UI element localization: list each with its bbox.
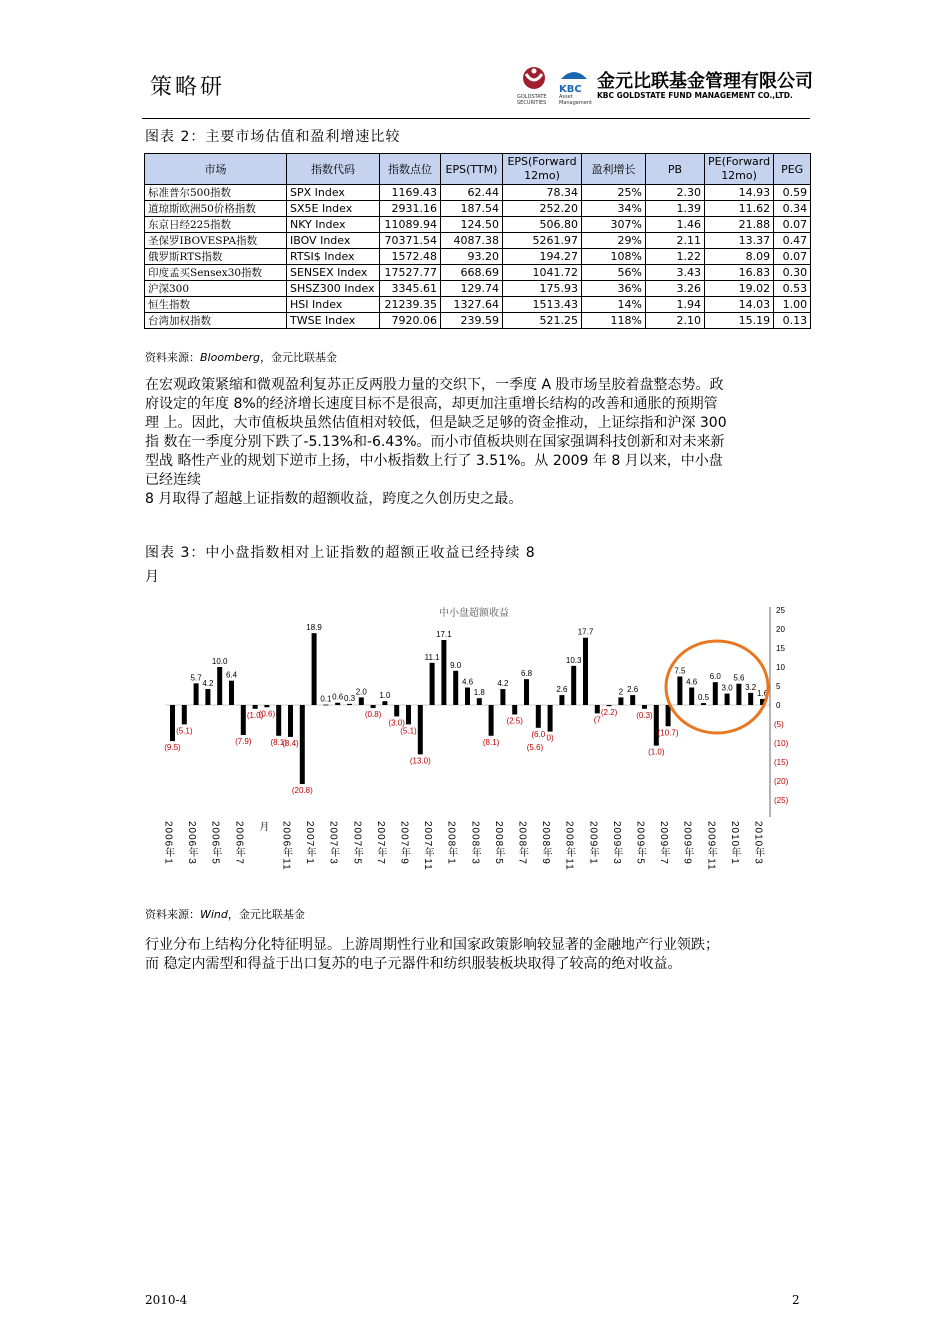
bar	[335, 703, 340, 705]
bar-label: (7	[593, 715, 601, 725]
chart-source	[145, 906, 305, 922]
y-tick-label: 15	[776, 644, 785, 653]
table-cell: 沪深300	[145, 281, 287, 297]
bar	[288, 705, 293, 737]
table-cell: 239.59	[441, 313, 503, 329]
table-cell: 62.44	[441, 185, 503, 201]
bar-label: 11.1	[424, 652, 440, 662]
table-cell: 2.10	[646, 313, 705, 329]
y-tick-label: (20)	[774, 777, 789, 786]
paragraph-line: 型战 略性产业的规划下逆市上扬，中小板指数上行了 3.51%。从 2009 年 8 月以来，中小盘	[145, 453, 723, 469]
table-cell: 29%	[582, 233, 646, 249]
table-cell: SX5E Index	[287, 201, 380, 217]
col-header: PE(Forward 12mo)	[705, 154, 774, 185]
bar	[182, 705, 187, 724]
table-cell: 7920.06	[380, 313, 441, 329]
table-cell: 521.25	[503, 313, 582, 329]
bar	[241, 705, 246, 735]
bar-label: 1.0	[379, 691, 391, 701]
bar-label: (6.0	[531, 729, 546, 739]
paragraph-line: 已经连续	[145, 472, 201, 488]
x-tick-label: 2007年1	[304, 821, 316, 865]
table-cell: 194.27	[503, 249, 582, 265]
bar-label: 17.1	[436, 630, 452, 640]
bar-label: (13.0)	[409, 756, 431, 766]
bar	[548, 705, 553, 732]
bar	[618, 697, 623, 705]
x-tick-label: 2009年11	[705, 821, 717, 871]
col-header: EPS(Forward 12mo)	[503, 154, 582, 185]
bar	[323, 705, 328, 706]
bar-label: (7.9)	[235, 737, 252, 747]
bar-label: 3.0	[721, 683, 733, 693]
bar-label: 2.6	[556, 685, 568, 695]
table-cell: 34%	[582, 201, 646, 217]
x-tick-label: 2007年7	[374, 821, 386, 865]
bar-label: (8.1)	[270, 737, 287, 747]
chart-caption: 图表 3：中小盘指数相对上证指数的超额正收益已经持续 8	[145, 545, 536, 561]
chart-caption-continued: 月	[145, 569, 160, 585]
paragraph-line: 指 数在一季度分别下跌了-5.13%和-6.43%。而小市值板块则在国家强调科技创新和对未来新	[145, 434, 725, 450]
footer-page-number: 2	[792, 1293, 800, 1307]
table-cell: 14%	[582, 297, 646, 313]
table-cell: 2931.16	[380, 201, 441, 217]
bar	[654, 705, 659, 746]
company-name-en: KBC GOLDSTATE FUND MANAGEMENT CO.,LTD.	[597, 91, 793, 100]
bar-label: (1.0)	[246, 710, 264, 720]
source-name: Bloomberg	[200, 351, 261, 364]
bar-label: 6.8	[520, 669, 533, 679]
x-tick-label: 2010年1	[728, 821, 740, 865]
x-tick-label: 2009年1	[587, 821, 599, 865]
bar	[382, 701, 387, 705]
table-row	[145, 217, 811, 233]
table-cell: 93.20	[441, 249, 503, 265]
x-tick-label: 2006年7	[233, 821, 245, 865]
body-paragraph-2	[145, 936, 825, 974]
table-cell: SENSEX Index	[287, 265, 380, 281]
table-cell: 0.13	[774, 313, 811, 329]
bar	[748, 693, 753, 705]
col-header: 指数点位	[380, 154, 441, 185]
x-tick-label: 2009年3	[610, 821, 622, 865]
table-cell: 8.09	[705, 249, 774, 265]
y-tick-label: 10	[776, 663, 785, 672]
bar	[571, 666, 576, 705]
table-row	[145, 313, 811, 329]
y-tick-label: 5	[776, 682, 781, 691]
bar	[441, 640, 446, 705]
valuation-table	[144, 153, 811, 329]
table-cell: RTSI$ Index	[287, 249, 380, 265]
paragraph-line: 8 月取得了超越上证指数的超额收益，跨度之久创历史之最。	[145, 491, 523, 507]
bar-label: 3.2	[745, 682, 757, 692]
bar	[300, 705, 305, 784]
table-row	[145, 265, 811, 281]
table-cell: 13.37	[705, 233, 774, 249]
table-row	[145, 201, 811, 217]
table-cell: NKY Index	[287, 217, 380, 233]
y-tick-label: (25)	[774, 796, 789, 805]
source-suffix: ，金元比联基金	[227, 908, 305, 921]
footer-date: 2010-4	[145, 1293, 188, 1307]
table-cell: 0.07	[774, 217, 811, 233]
bar	[276, 705, 281, 736]
bar	[253, 705, 258, 709]
table-cell: 1041.72	[503, 265, 582, 281]
bar-label: 7.5	[674, 666, 686, 676]
paragraph-line: 在宏观政策紧缩和微观盈利复苏正反两股力量的交织下，一季度 A 股市场呈胶着盘整态势。政	[145, 377, 724, 393]
bar	[194, 683, 199, 705]
bar-label: 10.0	[211, 657, 228, 666]
x-tick-label: 2008年11	[563, 821, 575, 871]
bar	[264, 705, 269, 707]
bar-label: (10.7)	[657, 728, 679, 738]
table-cell: 恒生指数	[145, 297, 287, 313]
bar-label: 4.6	[461, 677, 474, 687]
bar	[489, 705, 494, 736]
table-cell: 14.93	[705, 185, 774, 201]
bar-label: 2.0	[355, 687, 367, 697]
company-name-cn: 金元比联基金管理有限公司	[597, 71, 813, 92]
table-cell: 2.30	[646, 185, 705, 201]
x-tick-label: 2009年5	[634, 821, 646, 865]
bar	[559, 695, 564, 705]
x-tick-label: 2006年5	[209, 821, 221, 865]
bar-label: (3.0)	[388, 718, 405, 728]
bar-label: 5.7	[190, 673, 202, 683]
table-cell: 0.47	[774, 233, 811, 249]
bar-label: 4.2	[497, 679, 509, 689]
table-cell: 36%	[582, 281, 646, 297]
bar	[524, 679, 529, 705]
table-cell: 1.46	[646, 217, 705, 233]
bar-label: 4.6	[686, 677, 698, 687]
bar	[312, 633, 317, 705]
bar-label: 0.1	[320, 694, 332, 704]
bar-label: 18.9	[306, 623, 322, 633]
bar	[371, 705, 376, 708]
table-cell: 台湾加权指数	[145, 313, 287, 329]
x-tick-label: 2007年11	[422, 821, 434, 871]
bar-label: (20.8)	[291, 786, 313, 796]
bar-label: 0.6	[332, 692, 344, 702]
bar	[677, 677, 682, 706]
table-row	[145, 249, 811, 265]
table-cell: 108%	[582, 249, 646, 265]
bar-label: (2.2)	[600, 708, 618, 718]
table-cell: 118%	[582, 313, 646, 329]
source-prefix: 资料来源：	[145, 351, 200, 364]
y-tick-label: 20	[776, 625, 785, 634]
bar	[359, 697, 364, 705]
bar	[607, 705, 612, 706]
table-cell: 506.80	[503, 217, 582, 233]
paragraph-line: 理 上。因此，大市值板块虽然估值相对较低，但是缺乏足够的资金推动，上证综指和沪深 300	[145, 415, 727, 431]
table-cell: 2.11	[646, 233, 705, 249]
table-cell: 16.83	[705, 265, 774, 281]
table-cell: SPX Index	[287, 185, 380, 201]
table-cell: 307%	[582, 217, 646, 233]
x-tick-label: 2008年3	[469, 821, 481, 865]
table-cell: 0.53	[774, 281, 811, 297]
bar-label: (0.3)	[636, 710, 653, 720]
source-suffix: ，金元比联基金	[260, 351, 338, 364]
chart-title: 中小盘超额收益	[439, 608, 509, 619]
source-prefix: 资料来源：	[145, 908, 200, 921]
col-header: 盈利增长	[582, 154, 646, 185]
x-tick-label: 2006年11	[280, 821, 292, 871]
table-cell: 1.39	[646, 201, 705, 217]
table-cell: 78.34	[503, 185, 582, 201]
bar-label: 6.0	[709, 672, 721, 682]
goldstate-logo-text: GOLDSTATE SECURITIES	[517, 94, 547, 106]
table-cell: 11089.94	[380, 217, 441, 233]
bar	[170, 705, 175, 741]
x-tick-label: 2006年1	[162, 821, 174, 865]
bar	[583, 638, 588, 705]
company-logo	[517, 64, 812, 106]
bar	[465, 688, 470, 705]
bar-label: (5.1)	[176, 726, 193, 736]
table-cell: 15.19	[705, 313, 774, 329]
bar-label: (0.6)	[258, 709, 276, 719]
table-cell: 252.20	[503, 201, 582, 217]
bar	[477, 698, 482, 705]
table-cell: 标准普尔500指数	[145, 185, 287, 201]
table-cell: 0.34	[774, 201, 811, 217]
table-cell: 1513.43	[503, 297, 582, 313]
table-cell: 3.43	[646, 265, 705, 281]
x-tick-label: 2007年5	[351, 821, 363, 865]
bar-label: 10.3	[565, 655, 582, 665]
bar	[453, 671, 458, 705]
bar	[536, 705, 541, 728]
table-cell: 圣保罗IBOVESPA指数	[145, 233, 287, 249]
table-cell: 1327.64	[441, 297, 503, 313]
table-cell: 1572.48	[380, 249, 441, 265]
y-tick-label: (5)	[774, 720, 784, 729]
table-cell: 187.54	[441, 201, 503, 217]
bar-label: 1.6	[756, 688, 769, 698]
paragraph-line: 府设定的年度 8%的经济增长速度目标不是很高，却更加注重增长结构的改善和通胀的预期管	[145, 396, 718, 412]
bar	[713, 682, 718, 705]
excess-return-chart	[0, 595, 950, 885]
x-tick-label: 2008年5	[492, 821, 504, 865]
x-tick-label: 2008年7	[516, 821, 528, 865]
table-cell: 0.30	[774, 265, 811, 281]
bar-label: 2.6	[627, 685, 639, 695]
col-header: PB	[646, 154, 705, 185]
table-cell: TWSE Index	[287, 313, 380, 329]
table-source	[145, 349, 337, 365]
y-tick-label: 0	[776, 701, 781, 710]
table-cell: 56%	[582, 265, 646, 281]
col-header: 指数代码	[287, 154, 380, 185]
kbc-logo-text: KBC	[559, 84, 582, 95]
bar-label: 0.5	[697, 693, 710, 703]
bar	[347, 704, 352, 705]
x-tick-label: 月	[256, 821, 268, 832]
x-tick-label: 2007年9	[398, 821, 410, 865]
table-cell: IBOV Index	[287, 233, 380, 249]
table-row	[145, 281, 811, 297]
y-tick-label: 25	[776, 606, 785, 615]
bar	[725, 694, 730, 705]
bar	[689, 688, 694, 705]
table-header-row	[145, 154, 811, 185]
col-header: 市场	[145, 154, 287, 185]
bar-label: (1.0)	[648, 747, 665, 757]
bar-label: 4.2	[202, 679, 214, 689]
table-cell: 3345.61	[380, 281, 441, 297]
bar	[394, 705, 399, 716]
y-tick-label: (15)	[774, 758, 789, 767]
paragraph-line: 行业分布上结构分化特征明显。上游周期性行业和国家政策影响较显著的金融地产行业领跌；	[145, 937, 719, 953]
bar	[642, 705, 647, 709]
bar-label: 1.8	[473, 688, 485, 698]
table-cell: 17527.77	[380, 265, 441, 281]
bar-label: 0.3	[343, 693, 356, 703]
bar	[229, 681, 234, 705]
bar	[406, 705, 411, 724]
table-row	[145, 233, 811, 249]
paragraph-line: 而 稳定内需型和得益于出口复苏的电子元器件和纺织服装板块取得了较高的绝对收益。	[145, 956, 682, 972]
bar	[430, 663, 435, 705]
table-cell: 1169.43	[380, 185, 441, 201]
table-cell: 21.88	[705, 217, 774, 233]
table-cell: 19.02	[705, 281, 774, 297]
bar-label: (0.8)	[364, 710, 382, 720]
table-cell: 3.26	[646, 281, 705, 297]
table-cell: 4087.38	[441, 233, 503, 249]
kbc-logo-subtext: Asset Management	[559, 94, 592, 106]
bar	[736, 684, 741, 705]
bar-label: (5.1)	[400, 726, 417, 736]
bar	[500, 689, 505, 705]
section-title: 策略研	[150, 75, 226, 100]
x-tick-label: 2007年3	[327, 821, 339, 865]
bar-label: (5.6)	[526, 743, 544, 752]
x-tick-label: 2009年7	[658, 821, 670, 865]
table-cell: 11.62	[705, 201, 774, 217]
bar-label: 5.6	[733, 673, 745, 683]
bar	[512, 705, 517, 715]
table-cell: 1.94	[646, 297, 705, 313]
bar-label: (8.4)	[282, 738, 299, 748]
table-cell: 1.00	[774, 297, 811, 313]
table-row	[145, 185, 811, 201]
x-tick-label: 2006年3	[186, 821, 198, 865]
table-cell: 668.69	[441, 265, 503, 281]
table-cell: HSI Index	[287, 297, 380, 313]
table-cell: 东京日经225指数	[145, 217, 287, 233]
table-cell: SHSZ300 Index	[287, 281, 380, 297]
bar-label: 2	[618, 687, 624, 697]
bar	[205, 689, 210, 705]
col-header: PEG	[774, 154, 811, 185]
table-cell: 129.74	[441, 281, 503, 297]
table-cell: 14.03	[705, 297, 774, 313]
col-header: EPS(TTM)	[441, 154, 503, 185]
bar-label: 6.4	[225, 670, 238, 680]
x-tick-label: 2010年3	[752, 821, 764, 865]
table-cell: 21239.35	[380, 297, 441, 313]
bar	[630, 695, 635, 705]
y-tick-label: (10)	[774, 739, 789, 748]
table-cell: 70371.54	[380, 233, 441, 249]
bar-label: 17.7	[577, 627, 594, 637]
bar	[418, 705, 423, 754]
header-rule	[142, 118, 810, 119]
kbc-logo-icon	[559, 66, 589, 95]
bar-label: (8.1)	[482, 737, 500, 747]
table-cell: 0.07	[774, 249, 811, 265]
table-cell: 25%	[582, 185, 646, 201]
table-cell: 道琼斯欧洲50价格指数	[145, 201, 287, 217]
table-cell: 1.22	[646, 249, 705, 265]
table-cell: 124.50	[441, 217, 503, 233]
bar	[217, 667, 222, 705]
bar-label: 9.0	[450, 660, 462, 670]
table-cell: 俄罗斯RTS指数	[145, 249, 287, 265]
table-cell: 5261.97	[503, 233, 582, 249]
bar	[595, 705, 600, 713]
x-tick-label: 2008年9	[540, 821, 552, 865]
bar-label: (2.5)	[506, 716, 523, 726]
table-caption: 图表 2：主要市场估值和盈利增速比较	[145, 129, 401, 145]
source-name: Wind	[200, 908, 228, 921]
table-cell: 175.93	[503, 281, 582, 297]
table-cell: 0.59	[774, 185, 811, 201]
bar-label: 0)	[546, 733, 554, 743]
bar	[701, 703, 706, 705]
x-tick-label: 2009年9	[681, 821, 693, 865]
table-cell: 印度孟买Sensex30指数	[145, 265, 287, 281]
bar-label: (9.5)	[164, 743, 181, 753]
x-tick-label: 2008年1	[445, 821, 457, 865]
body-paragraph-1	[145, 376, 825, 509]
table-row	[145, 297, 811, 313]
